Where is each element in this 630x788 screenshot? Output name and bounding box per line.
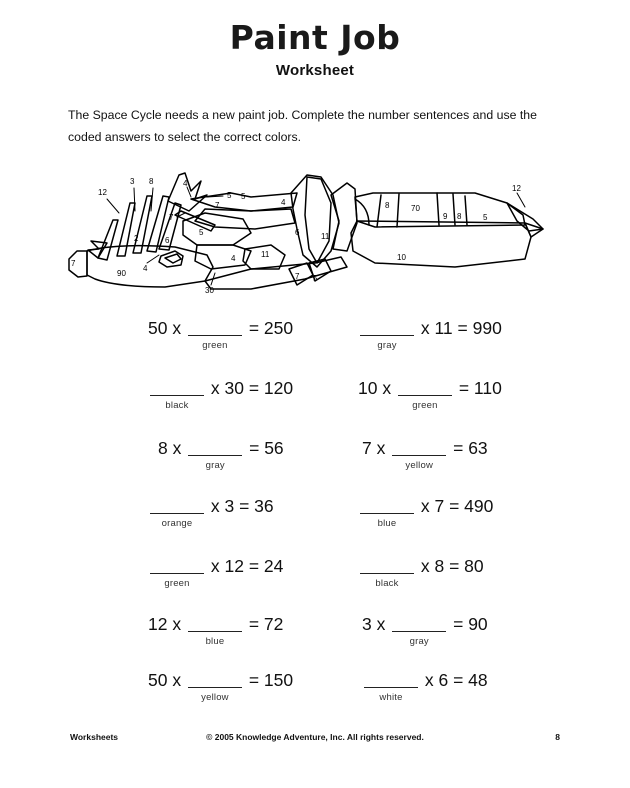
problem-p14-blank[interactable] — [364, 671, 418, 703]
ill-label-8c: 8 — [457, 212, 462, 221]
problem-p7-color: yellow — [201, 692, 229, 703]
problem-p8-blank[interactable] — [360, 319, 414, 351]
problem-p1 — [148, 318, 294, 351]
problem-p14-color: white — [379, 692, 403, 703]
ill-label-2: 2 — [134, 234, 139, 243]
problem-p12 — [358, 556, 484, 589]
ill-label-4c: 4 — [231, 254, 236, 263]
ill-label-8b: 8 — [385, 201, 390, 210]
ill-label-7c: 7 — [71, 259, 76, 268]
instructions-text: The Space Cycle needs a new paint job. Complete the number sentences and use the coded answers to select the correct colors. — [68, 108, 537, 144]
ill-label-7d: 7 — [295, 272, 300, 281]
problem-p2-suffix: x 30 = 120 — [210, 378, 294, 398]
problem-p11-color: blue — [377, 518, 397, 529]
page-title: Paint Job — [229, 18, 401, 57]
problem-p14 — [362, 670, 488, 703]
problem-p8-color: gray — [377, 340, 397, 351]
ill-label-10: 10 — [397, 253, 406, 262]
problem-p7-prefix: 50 x — [148, 670, 182, 690]
problem-p7 — [148, 670, 294, 703]
ill-label-7a: 7 — [169, 213, 174, 222]
problem-p11-suffix: x 7 = 490 — [420, 496, 494, 516]
problem-p2-blank[interactable] — [150, 379, 204, 411]
problem-p4 — [148, 496, 274, 529]
problem-p3-color: gray — [205, 460, 225, 471]
problem-p3 — [158, 438, 284, 471]
ill-label-9: 9 — [443, 212, 448, 221]
ill-label-5b: 5 — [241, 192, 246, 201]
problem-p12-blank[interactable] — [360, 557, 414, 589]
problem-p10-color: yellow — [405, 460, 434, 471]
problem-p4-color: orange — [161, 518, 193, 529]
problem-p9-blank[interactable] — [398, 379, 452, 411]
problem-p11-blank[interactable] — [360, 497, 414, 529]
problem-p6-prefix: 12 x — [148, 614, 182, 634]
problem-list — [0, 308, 630, 708]
problem-p13-prefix: 3 x — [362, 614, 386, 634]
ill-label-11b: 11 — [321, 232, 330, 241]
problem-p10-suffix: = 63 — [453, 438, 488, 458]
problem-p8-suffix: x 11 = 990 — [420, 318, 502, 338]
ill-label-6b: 6 — [295, 228, 300, 237]
ill-label-12a: 12 — [98, 188, 107, 197]
problem-p5-blank[interactable] — [150, 557, 204, 589]
problem-p11 — [358, 496, 494, 529]
ill-label-5a: 5 — [227, 191, 232, 200]
footer-copyright: © 2005 Knowledge Adventure, Inc. All rights reserved. — [206, 732, 424, 742]
problem-p3-suffix: = 56 — [249, 438, 284, 458]
ill-label-4b: 4 — [143, 264, 148, 273]
problem-p9-suffix: = 110 — [458, 378, 502, 398]
problem-p10 — [362, 438, 488, 471]
problem-p7-suffix: = 150 — [248, 670, 294, 690]
ill-label-30: 30 — [205, 286, 214, 295]
problem-p5-color: green — [164, 578, 190, 589]
problem-p3-blank[interactable] — [188, 439, 242, 471]
ill-label-7b: 7 — [215, 201, 220, 210]
footer-left-label: Worksheets — [70, 732, 119, 742]
ill-label-3: 3 — [130, 177, 135, 186]
problem-p9 — [358, 378, 502, 411]
ill-label-12b: 12 — [512, 184, 521, 193]
problem-p14-suffix: x 6 = 48 — [424, 670, 488, 690]
problem-p5 — [148, 556, 284, 589]
problem-p6-suffix: = 72 — [248, 614, 284, 634]
problem-p1-prefix: 50 x — [148, 318, 182, 338]
problem-p4-blank[interactable] — [150, 497, 204, 529]
problem-p6 — [148, 614, 284, 647]
footer-page-number: 8 — [555, 732, 560, 742]
problem-p1-blank[interactable] — [188, 319, 242, 351]
page-subtitle: Worksheet — [275, 62, 355, 79]
problem-p12-color: black — [375, 578, 399, 589]
problem-p1-color: green — [202, 340, 228, 351]
ill-label-11a: 11 — [261, 250, 270, 259]
problem-p2 — [148, 378, 294, 411]
ill-label-4d: 4 — [281, 198, 286, 207]
problem-p8 — [358, 318, 502, 351]
problem-p3-prefix: 8 x — [158, 438, 182, 458]
ill-label-6a: 6 — [165, 236, 170, 245]
problem-p10-blank[interactable] — [392, 439, 446, 471]
problem-p13-suffix: = 90 — [453, 614, 488, 634]
problem-p6-color: blue — [205, 636, 225, 647]
problem-p4-suffix: x 3 = 36 — [210, 496, 274, 516]
problem-p7-blank[interactable] — [188, 671, 242, 703]
problem-p9-color: green — [412, 400, 438, 411]
problem-p6-blank[interactable] — [188, 615, 242, 647]
problem-p5-suffix: x 12 = 24 — [210, 556, 284, 576]
problem-p10-prefix: 7 x — [362, 438, 386, 458]
problem-p1-suffix: = 250 — [248, 318, 294, 338]
ill-label-5d: 5 — [313, 274, 318, 283]
page-footer — [0, 732, 630, 748]
space-cycle-illustration — [55, 163, 555, 298]
ill-label-4a: 4 — [183, 179, 188, 188]
ill-label-5c: 5 — [199, 228, 204, 237]
problem-p13 — [362, 614, 488, 647]
ill-label-70: 70 — [411, 204, 420, 213]
ill-label-5e: 5 — [483, 213, 488, 222]
problem-p9-prefix: 10 x — [358, 378, 392, 398]
problem-p13-color: gray — [409, 636, 429, 647]
problem-p12-suffix: x 8 = 80 — [420, 556, 484, 576]
ill-label-8a: 8 — [149, 177, 154, 186]
problem-p2-color: black — [165, 400, 189, 411]
problem-p13-blank[interactable] — [392, 615, 446, 647]
ill-label-90: 90 — [117, 269, 126, 278]
